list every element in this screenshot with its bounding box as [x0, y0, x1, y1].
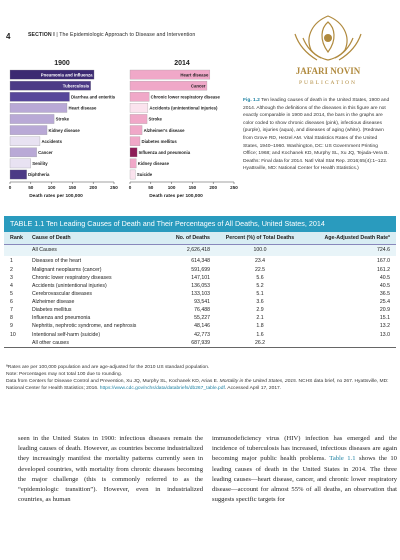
chart-2014-bar: [130, 92, 149, 101]
cell-cause: Malignant neoplasms (cancer): [32, 266, 102, 273]
cell-rate: 40.5: [379, 274, 390, 281]
chart-2014-bar-label: Cancer: [190, 83, 206, 89]
source-title: Mortality in the United States, 2015.: [219, 379, 298, 385]
chart-2014-bar-label: Chronic lower respiratory disease: [150, 94, 220, 100]
table-row: [4, 331, 396, 339]
chart-1900-bar-label: Tuberculosis: [62, 83, 90, 89]
cell-rank: 1: [10, 258, 13, 265]
chart-2014-tick-label: 0: [128, 185, 132, 190]
cell-rate: 15.1: [379, 315, 390, 322]
cell-cause: Diseases of the heart: [32, 258, 82, 265]
chart-2014-bar-label: Suicide: [136, 172, 153, 178]
cell-deaths: 147,101: [191, 274, 210, 281]
chart-2014-bar: [130, 126, 142, 135]
cell-deaths: 55,227: [194, 315, 210, 322]
chart-1900-bar-label: Cancer: [38, 150, 53, 155]
chart-1900-x-label: Death rates per 100,000: [29, 194, 83, 198]
cell-percent: 23.4: [254, 258, 266, 265]
table-row: [4, 298, 396, 306]
source-text-2: NCHS data brief, no 267. Hyattsville, MD: National Center for Health Statistics; 2016.: [6, 379, 389, 392]
chart-1900-tick-label: 200: [89, 185, 98, 190]
cell-rate: 161.2: [377, 266, 390, 273]
chart-1900-bar-label: Accidents: [41, 138, 62, 144]
cell-deaths: 133,103: [191, 290, 210, 297]
cell-rank: 3: [10, 274, 13, 281]
chart-1900-bar: [10, 92, 69, 101]
chart-1900-bar-label: Heart disease: [68, 105, 97, 111]
chart-1900-tick-label: 100: [47, 185, 56, 190]
table-row: [4, 266, 396, 274]
cell-percent: 22.5: [254, 266, 266, 273]
figure-bar-charts: [6, 58, 238, 198]
table-row: [4, 290, 396, 298]
chart-2014-bar: [130, 170, 135, 179]
cell-cause: All Causes: [32, 247, 57, 253]
cell-rank: 7: [10, 307, 13, 314]
chart-1900-bar: [10, 103, 67, 112]
cell-deaths: 48,146: [194, 323, 210, 330]
table-row-all-causes: [4, 245, 396, 256]
body-text-2: shows the 10 leading causes of death in the United States in 2014. The three leading causes—heart disease, cancer, and chronic lower respiratory disease—account for almost 55% of all deaths, an observation that suggests specific targets for: [212, 455, 397, 504]
cell-percent: 5.2: [256, 282, 264, 289]
cell-rank: [4, 340, 32, 347]
logo-name: JAFARI NOVIN: [295, 66, 361, 76]
chart-1900-tick-label: 150: [68, 185, 77, 190]
cell-deaths: 42,773: [194, 331, 210, 338]
cell-rank: 2: [10, 266, 13, 273]
cell-percent: 3.6: [256, 299, 264, 306]
header-deaths: No. of Deaths: [175, 235, 210, 241]
caption-label: Fig. 1.2: [243, 98, 260, 103]
caption-text: Ten leading causes of death in the United States, 1900 and 2014. Although the definitions of the diseases in this figure are not exactly comparable in 1900 and 2014, the bars in the graphs are color coded to show chronic diseases (pink), infectious diseases (purple), injuries (aqua), and diseases of aging (white). (Redrawn from Grove RD, Hetzel AM. Vital Statistics Rates of the United States, 1940–1960. Washington, DC: US Government Printing Office; 1968; and Kochanek KD, Murphy SL, Xu JQ, Tejada-Vera B. Deaths: Final data for 2014. Natl Vital Stat Rep. 2016;65(4):1–122. Hyattsville, MD: National Center for Health Statistics.): [243, 98, 390, 172]
cell-rate: 25.4: [379, 299, 390, 306]
cell-rate: 36.5: [379, 290, 390, 297]
chart-1900-tick-label: 0: [8, 185, 12, 190]
cell-rate: 20.9: [379, 307, 390, 314]
cell-percent: 2.9: [256, 307, 264, 314]
header-percent: Percent (%) of Total Deaths: [225, 235, 295, 241]
page-number: 4: [6, 32, 11, 41]
chart-2014-year: 2014: [174, 60, 190, 67]
body-column-right: [212, 434, 397, 506]
cell-cause: Accidents (unintentional injuries): [32, 282, 107, 289]
chart-1900-bar: [10, 170, 27, 179]
cell-percent: 26.2: [254, 339, 266, 346]
cell-percent: 5.6: [256, 274, 264, 281]
chart-1900-bar: [10, 148, 37, 157]
cell-cause: All other causes: [32, 339, 69, 346]
chart-1900-bar-label: Stroke: [55, 116, 69, 122]
table-body: [4, 258, 396, 349]
cell-cause: Alzheimer disease: [32, 299, 75, 306]
chart-2014-bar-label: Alzheimer's disease: [143, 127, 185, 133]
chart-2014-tick-label: 50: [148, 185, 154, 190]
logo-tagline: PUBLICATION: [298, 80, 358, 86]
chart-2014-x-label: Death rates per 100,000: [149, 194, 203, 198]
chart-2014-tick-label: 200: [209, 185, 218, 190]
chart-1900-bar-label: Diphtheria: [28, 172, 50, 178]
cell-percent: 2.1: [256, 315, 264, 322]
chart-2014-tick-label: 150: [188, 185, 197, 190]
table-row: [4, 282, 396, 290]
cell-rate: 13.0: [379, 331, 390, 338]
cell-rank: 10: [10, 331, 16, 338]
chart-2014-bar: [130, 159, 136, 168]
cell-percent: 5.1: [256, 290, 264, 297]
source-link[interactable]: https://www.cdc.gov/nchs/data/databriefs/db267_table.pdf: [99, 386, 225, 392]
chart-1900-bar: [10, 114, 54, 123]
cell-cause: Intentional self-harm (suicide): [32, 331, 101, 338]
chart-2014-bar-label: Accidents (unintentional injuries): [149, 105, 218, 111]
table-row: [4, 258, 396, 266]
running-header: SECTION I | The Epidemiologic Approach to Disease and Intervention: [28, 32, 196, 38]
note-rounding: Note: Percentages may not total 100 due to rounding.: [6, 372, 123, 378]
chart-2014-bar: [130, 103, 148, 112]
cell-rank: 5: [10, 290, 13, 297]
cell-rate: 40.5: [379, 282, 390, 289]
table-reference-link[interactable]: Table 1.1: [329, 455, 356, 463]
cell-rate: 13.2: [379, 323, 390, 330]
header-cause: Cause of Death: [32, 235, 71, 241]
cell-rate: 167.0: [377, 258, 390, 265]
table-row: [4, 307, 396, 315]
cell-cause: Nephritis, nephrotic syndrome, and nephrosis: [32, 323, 137, 330]
cell-deaths: 76,488: [194, 307, 210, 314]
cell-rank: 6: [10, 299, 13, 306]
chart-2014-bar-label: Diabetes mellitus: [141, 138, 177, 144]
table-row: [4, 315, 396, 323]
cell-cause: Chronic lower respiratory diseases: [32, 274, 112, 281]
cell-rank: [4, 247, 32, 254]
chart-1900-bar-label: Kidney disease: [48, 127, 80, 133]
chart-1900-tick-label: 250: [110, 185, 118, 190]
chart-1900-year: 1900: [54, 60, 70, 67]
table-title: TABLE 1.1 Ten Leading Causes of Death and Their Percentages of All Deaths, United States, 2014: [4, 216, 396, 232]
chart-1900-bar: [10, 126, 47, 135]
cell-rate: [310, 340, 390, 347]
source-accessed: . Accessed April 17, 2017.: [224, 386, 282, 392]
body-text: immunodeficiency virus (HIV) infection has emerged and the incidence of tuberculosis has increased, infectious diseases are again becoming major public health problems.: [212, 435, 397, 463]
cell-cause: Influenza and pneumonia: [32, 315, 91, 322]
chart-2014-tick-label: 100: [167, 185, 176, 190]
chart-1900-bar-label: Senility: [32, 161, 48, 167]
chart-1900-bar-label: Diarrhea and enteritis: [70, 94, 116, 100]
cell-deaths: 614,348: [191, 258, 210, 265]
cell-percent: 100.0: [253, 247, 267, 253]
cell-deaths: 136,053: [191, 282, 210, 289]
cell-rank: 8: [10, 315, 13, 322]
cell-rank: 4: [10, 282, 13, 289]
header-rank: Rank: [10, 235, 23, 241]
cell-deaths: 93,541: [194, 299, 210, 306]
cell-deaths: 2,626,418: [186, 247, 210, 253]
chart-1900-bar: [10, 159, 31, 168]
note-rates: ªRates are per 100,000 population and are age-adjusted for the 2010 US standard population.: [6, 365, 210, 370]
section-label: SECTION I: [28, 32, 55, 38]
cell-rate: 724.6: [377, 247, 390, 253]
chart-1900-tick-label: 50: [28, 185, 34, 190]
chart-2014-bar-label: Influenza and pneumonia: [138, 150, 191, 155]
chart-2014-tick-label: 250: [230, 185, 238, 190]
cell-percent: 1.8: [256, 323, 264, 330]
note-source: [6, 378, 396, 392]
figure-caption: [243, 97, 393, 173]
publisher-logo: [283, 8, 373, 104]
table-row: [4, 339, 396, 348]
chart-2014-bar: [130, 137, 140, 146]
chart-2014-bar-label: Stroke: [148, 116, 162, 122]
source-text: Data from Centers for Disease Control and Prevention, Xu JQ, Murphy SL, Kochanek KD, Arias E.: [6, 379, 220, 385]
table-row: [4, 274, 396, 282]
cell-rank: 9: [10, 323, 13, 330]
chart-1900-bar-label: Pneumonia and influenza: [40, 72, 93, 78]
table-notes: [6, 364, 396, 392]
body-column-left: seen in the United States in 1900: infectious diseases remain the leading causes of death. However, as countries become industrialized they increasingly manifest the mortality patterns currently seen in developed countries, with mortality from chronic diseases becoming the major challenge (this is commonly referred to as the “epidemiologic transition”). However, even in industrialized countries, as human: [18, 435, 203, 504]
cell-cause: Diabetes mellitus: [32, 307, 72, 314]
cell-deaths: 591,699: [191, 266, 210, 273]
table-row: [4, 323, 396, 331]
chart-2014-bar-label: Heart disease: [180, 72, 209, 78]
section-title: The Epidemiologic Approach to Disease and Intervention: [59, 32, 196, 38]
header-rate: Age-Adjusted Death Rateª: [324, 235, 390, 241]
cell-cause: Cerebrovascular diseases: [32, 290, 92, 297]
chart-2014-bar: [130, 148, 137, 157]
cell-deaths: 687,939: [191, 339, 210, 346]
table-header-row: [4, 232, 396, 245]
cell-percent: 1.6: [256, 331, 264, 338]
chart-2014-bar-label: Kidney disease: [137, 161, 170, 167]
chart-2014-bar: [130, 114, 147, 123]
mortality-table: [4, 216, 396, 348]
chart-1900-bar: [10, 137, 40, 146]
